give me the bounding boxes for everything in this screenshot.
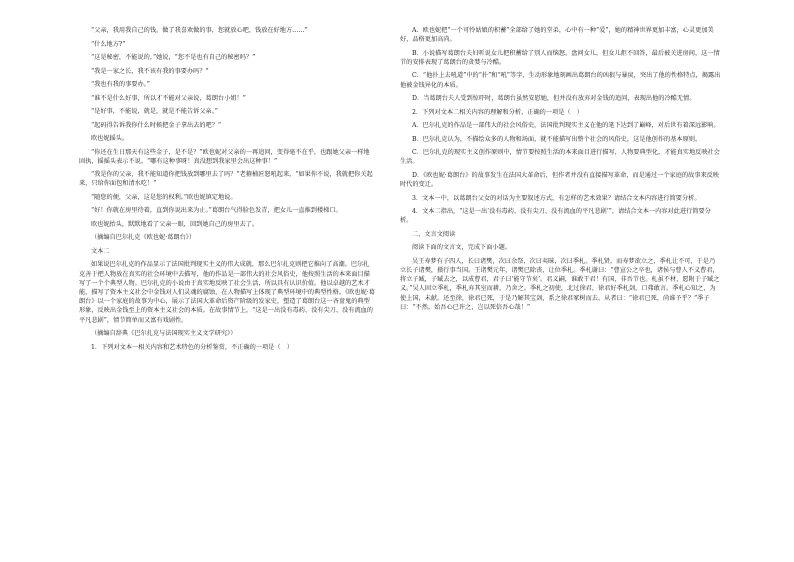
paragraph: “父亲，我用我自己的钱，做了我喜欢做的事，您就放心吧，钱放在好地方……” xyxy=(91,27,308,34)
right-column xyxy=(400,26,721,316)
option-a: A．巴尔扎克的作品是一部伟大的社会风俗史，法国批判现实主义在他的笔下达到了巅峰，对后世有着深远影响。 xyxy=(412,122,720,130)
paragraph: “谁不是什么好事，所以才不能对父亲说，葛朗台小姐！” xyxy=(91,94,246,102)
paragraph: “随您的便，父亲，这是您的权利。”欧也妮镇定地说。 xyxy=(91,193,237,201)
question-1: 1．下列对文本一相关内容和艺术特色的分析鉴赏，不正确的一项是（ ） xyxy=(91,343,293,351)
paragraph: “起码得告诉我你什么时候把金子拿出去的吧？” xyxy=(91,121,222,129)
paragraph: “什么地方?” xyxy=(91,40,126,48)
question-4: 4．文本二指出，“这是一出‘没有毒药、没有尖刀、没有流血的平凡悲剧’”，请结合文本一内容对此进行简要分析。 xyxy=(400,208,711,225)
paragraph: “好！你就在房里待着，直到你说出来为止。”葛朗台气得脸色发青，把女儿一直推到楼梯口。 xyxy=(91,207,342,215)
question-2: 2．下列对文本二相关内容的理解和分析，正确的一项是（ ） xyxy=(412,108,583,116)
classical-passage: 吴王寿梦有子四人，长曰诸樊，次曰余祭，次曰夷昧，次曰季札。季札贤，而寿梦欲立之，季札让不可，于是乃立长子诸樊，摄行事当国。王诸樊元年，诸樊已除丧，让位季札。季札谢曰：“曹宣公之卒也，诸侯与曹人不义曹君，将立子臧，子臧去之，以成曹君，君子曰‘能守节矣’。君义嗣，谁敢干君！有国，非吾节也。札虽不材，愿附于子臧之义。”吴人固立季札，季札弃其室而耕，乃舍之。季札之初使，北过徐君，徐君好季札剑，口弗敢言。季札心知之，为使上国，未献。还至徐，徐君已死，于是乃解其宝剑，系之徐君冢树而去。从者曰：“徐君已死，尚谁予乎？”季子曰：“不然。始吾心已许之，岂以死倍吾心哉！” xyxy=(400,257,720,311)
paragraph: “我是你的父亲，我不能知道你把钱放到哪里去了吗？”老箍桶匠怒吼起来，“如果你不说，我就把你关起来，只给你面包和清水吃！” xyxy=(79,171,373,188)
instruction: 阅读下面的文言文，完成下面小题。 xyxy=(412,244,511,252)
left-column xyxy=(79,26,375,356)
paragraph: 欧也妮摇头。 xyxy=(91,135,129,142)
option-a: A．欧也妮把“一个可怜姑娘的积蓄”全部给了她的堂弟，心中有一种“爱”，她的精神世界更加丰富，心灵更加美好，品格更加高尚。 xyxy=(400,27,714,44)
paragraph: 欧也妮抬头，默默地看了父亲一眼，回到她自己的房里去了。 xyxy=(91,220,259,228)
option-d: D．《欧也妮·葛朗台》的故事发生在法国大革命后，但作者并没有直接描写革命，而是通过一个家庭的故事来反映时代的变迁。 xyxy=(400,171,720,189)
option-c: C．巴尔扎克的现实主义创作原则中，情节要按照生活的本来面目进行描写，人物要典型化，才能真实地反映社会生活。 xyxy=(400,149,720,166)
option-b: B．巴尔扎克认为，不描绘众多的人物和场面，就不能描写出整个社会的风俗史，这是他创作的基本原则。 xyxy=(412,135,702,143)
option-b: B．小说描写葛朗台夫妇听说女儿把积蓄给了别人而恼怒，盘问女儿，但女儿拒不回答，最后被关进房间，这一情节的安排表现了葛朗台的贪婪与冷酷。 xyxy=(400,49,720,66)
option-c: C．“他扑上去吼道”中的“扑”和“吼”等字，生动形象地刻画出葛朗台的凶狠与暴戾，突出了他的性格特点，揭露出他被金钱异化的本质。 xyxy=(400,72,721,89)
paragraph: “我是一家之长，我不该有我的事要办吗？” xyxy=(91,67,209,75)
section-label: 文本二 xyxy=(91,247,110,255)
option-d: D．当葛朗台夫人受到惊吓时，葛朗台虽然安慰她，但并没有放弃对金钱的追问，表现出他的冷酷无情。 xyxy=(412,95,696,103)
source-note: （摘编自辞典《巴尔扎克与法国现实主义文学研究》） xyxy=(91,330,237,338)
paragraph: “你还在生日那天有这些金子，是不是？”欧也妮对父亲的一再追问，变得毫不在乎，也跟她父亲一样地固执，摇摇头表示不说。“哪有这种事呀！真没想到我家里会出这种事！” xyxy=(79,148,370,165)
paragraph: “这是秘密，不能说的，”她说，“您不是也有自己的秘密吗？” xyxy=(91,54,256,61)
paragraph: “是好事，不能说，就是，就是不能告诉父亲。” xyxy=(91,108,218,115)
paragraph: 如果说巴尔扎克的作品显示了法国批判现实主义的伟大成就，那么巴尔扎克则把它推向了高潮。巴尔扎克善于把人物放在真实的社会环境中去描写，他的作品是一部伟大的社会风俗史，他按照生活的本来面目描写了一个个典型人物。巴尔扎克的小说由于真实地反映了社会生活，所以具有认识价值。他以卓越的艺术才能，描写了资本主义社会中金钱对人们灵魂的腐蚀，在人物描写上体现了典型环境中的典型性格。《欧也妮·葛朗台》以一个家庭的故事为中心，展示了法国大革命后资产阶级的发家史，塑造了葛朗台这一吝啬鬼的典型形象，反映出金钱至上的资本主义社会的本质。在故事情节上，“这是一出没有毒药、没有尖刀、没有流血的平凡悲剧”，情节简单而又富有戏剧性。 xyxy=(79,261,375,324)
question-3: 3．文本一中，以葛朗台父女的对话为主要叙述方式，有怎样的艺术效果？请结合文本内容进行简要分析。 xyxy=(412,194,701,202)
source-note: （摘编自巴尔扎克《欧也妮·葛朗台》） xyxy=(91,234,196,242)
section-heading: 二、文言文阅读 xyxy=(412,230,456,238)
paragraph: “我也有我的事要办。” xyxy=(91,81,150,88)
